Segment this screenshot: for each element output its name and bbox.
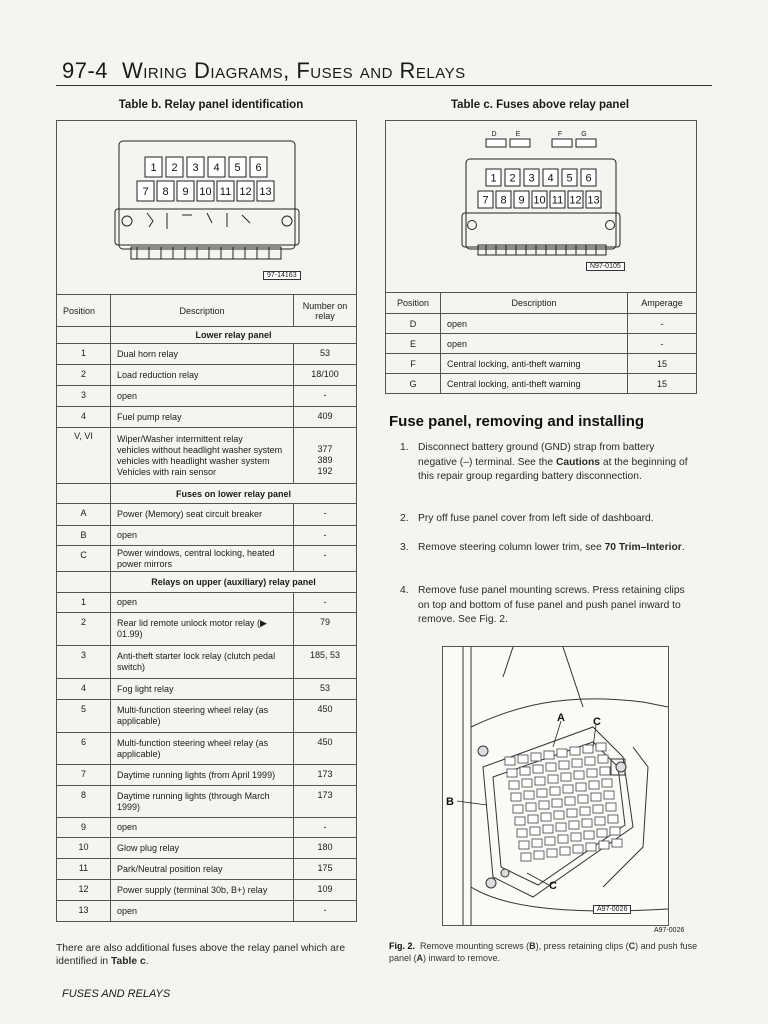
relay-slot-label: 5 xyxy=(234,162,241,174)
fuse-slot xyxy=(507,769,517,777)
fuse-slot xyxy=(558,835,568,843)
fuse-slot xyxy=(595,817,605,825)
fuse-slot xyxy=(557,749,567,757)
fuse-slot xyxy=(597,829,607,837)
col-position: Position xyxy=(386,293,441,314)
fuse-slot xyxy=(598,755,608,763)
fuse-letter: E xyxy=(515,131,521,138)
fuse-slot xyxy=(580,807,590,815)
table-row: D open - xyxy=(386,314,697,334)
relay-slot-label: 4 xyxy=(213,162,220,174)
fuses-above-relay-diagram xyxy=(385,120,697,292)
fuse-slot xyxy=(543,825,553,833)
table-row: 3 Anti-theft starter lock relay (clutch pedal switch) 185, 53 xyxy=(57,646,357,679)
label-c-bottom: C xyxy=(549,880,557,892)
fuse-slot xyxy=(602,779,612,787)
table-row: 4 Fog light relay 53 xyxy=(57,679,357,700)
fuse-slot xyxy=(596,743,606,751)
fuse-slot xyxy=(547,849,557,857)
fuse-slot xyxy=(599,841,609,849)
fuse-slot xyxy=(586,843,596,851)
fuse-slot xyxy=(521,853,531,861)
fuse-slot xyxy=(505,757,515,765)
relay-slot-label: 7 xyxy=(482,194,489,207)
fuse-slot xyxy=(554,811,564,819)
fuse-slot xyxy=(583,745,593,753)
relay-slot-label: 11 xyxy=(219,186,232,198)
table-row: 12 Power supply (terminal 30b, B+) relay 109 xyxy=(57,880,357,901)
relay-identification-table xyxy=(56,294,357,922)
fuse-slot xyxy=(587,769,597,777)
fuse-slot xyxy=(567,809,577,817)
fuse-slot xyxy=(537,789,547,797)
fuse-slot xyxy=(518,755,528,763)
relay-slot-label: 1 xyxy=(490,172,497,185)
fuse-slot xyxy=(573,845,583,853)
fuse-slot xyxy=(534,851,544,859)
fuse-slot xyxy=(528,815,538,823)
fuse-slot xyxy=(578,795,588,803)
page-title: Wiring Diagrams, Fuses and Relays xyxy=(122,58,466,83)
col-amperage: Amperage xyxy=(628,293,697,314)
instruction-step: 3. Remove steering column lower trim, see 70 Trim–Interior. xyxy=(400,542,685,553)
table-row: F Central locking, anti-theft warning 15 xyxy=(386,354,697,374)
relay-slot-label: 3 xyxy=(192,162,199,174)
col-position: Position xyxy=(57,295,111,327)
instruction-step: 1. Disconnect battery ground (GND) strap from battery negative (–) terminal. See the Cautions at the beginning of this repair group regarding battery disconnection. xyxy=(400,442,688,482)
fuse-letter: D xyxy=(491,131,497,138)
relay-slot-label: 8 xyxy=(500,194,507,207)
fuse-slot xyxy=(608,815,618,823)
section-fuses-lower: Fuses on lower relay panel xyxy=(111,484,357,504)
table-row: 13 open - xyxy=(57,901,357,922)
fuse-slot xyxy=(545,837,555,845)
table-row: 1 open - xyxy=(57,593,357,613)
table-row: C Power windows, central locking, heated power mirrors - xyxy=(57,546,357,572)
figure-code: 97-14163 xyxy=(263,271,301,280)
fuse-slot xyxy=(571,833,581,841)
fuse-slot xyxy=(563,785,573,793)
fuse-slot xyxy=(541,813,551,821)
table-row: 2 Rear lid remote unlock motor relay (▶ 01.99) 79 xyxy=(57,613,357,646)
table-row: 8 Daytime running lights (through March 1999) 173 xyxy=(57,786,357,818)
figure-code: A97-0026 xyxy=(654,927,685,934)
fuse-slot xyxy=(524,791,534,799)
fuse-slot xyxy=(519,841,529,849)
table-row: 4 Fuel pump relay 409 xyxy=(57,407,357,428)
table-row: 9 open - xyxy=(57,818,357,838)
fuse-slot xyxy=(517,829,527,837)
table-footnote: There are also additional fuses above the relay panel which are identified in Table c. xyxy=(56,943,346,967)
page-footer: FUSES AND RELAYS xyxy=(62,988,171,1000)
fuse-slot xyxy=(576,783,586,791)
relay-slot-label: 8 xyxy=(162,186,169,198)
relay-panel-diagram xyxy=(56,120,357,294)
section-lower-relay-panel: Lower relay panel xyxy=(111,327,357,344)
relay-slot-label: 13 xyxy=(587,194,600,207)
fuse-slot xyxy=(565,797,575,805)
relay-slot-label: 9 xyxy=(518,194,525,207)
fuse-slot xyxy=(513,805,523,813)
section-upper-relay-panel: Relays on upper (auxiliary) relay panel xyxy=(111,572,357,593)
page-number: 97-4 xyxy=(62,58,109,83)
table-row: A Power (Memory) seat circuit breaker - xyxy=(57,504,357,526)
fuse-slot xyxy=(515,817,525,825)
table-row: 1 Dual horn relay 53 xyxy=(57,344,357,365)
table-row: 11 Park/Neutral position relay 175 xyxy=(57,859,357,880)
table-row: 6 Multi-function steering wheel relay (as applicable) 450 xyxy=(57,733,357,765)
col-description: Description xyxy=(111,295,294,327)
fuse-slot xyxy=(585,757,595,765)
header-divider xyxy=(56,85,712,86)
relay-slot-label: 4 xyxy=(547,172,554,185)
table-c-caption: Table c. Fuses above relay panel xyxy=(450,99,630,111)
table-row: E open - xyxy=(386,334,697,354)
table-b-caption: Table b. Relay panel identification xyxy=(118,99,304,111)
relay-slot-label: 6 xyxy=(255,162,262,174)
col-description: Description xyxy=(441,293,628,314)
table-row: 2 Load reduction relay 18/100 xyxy=(57,365,357,386)
fuse-slot xyxy=(572,759,582,767)
relay-slot-label: 2 xyxy=(171,162,178,174)
table-row: 5 Multi-function steering wheel relay (as applicable) 450 xyxy=(57,700,357,733)
fuse-relay-drawing xyxy=(386,121,696,291)
fuse-slot xyxy=(604,791,614,799)
col-number: Number on relay xyxy=(294,295,357,327)
fuse-letter: F xyxy=(557,131,563,138)
table-row: G Central locking, anti-theft warning 15 xyxy=(386,374,697,394)
fuse-slot xyxy=(548,775,558,783)
fuse-slot xyxy=(509,781,519,789)
relay-slot-label: 6 xyxy=(585,172,592,185)
fuse-slot xyxy=(589,781,599,789)
fuse-slot xyxy=(522,779,532,787)
figure-code: A97-0026 xyxy=(593,905,631,914)
fuse-slot xyxy=(526,803,536,811)
fuse-panel-illustration xyxy=(442,646,669,926)
fuse-letter: G xyxy=(581,131,587,138)
relay-panel-drawing xyxy=(57,121,356,293)
fuse-slot xyxy=(569,821,579,829)
fuse-panel-drawing xyxy=(443,647,668,925)
relay-slot-label: 10 xyxy=(199,186,212,198)
fuse-slot xyxy=(544,751,554,759)
label-a: A xyxy=(557,712,565,724)
fuse-slot xyxy=(550,787,560,795)
table-row: 7 Daytime running lights (from April 1999) 173 xyxy=(57,765,357,786)
fuse-slot xyxy=(535,777,545,785)
fuse-slot xyxy=(552,799,562,807)
relay-slot-label: 2 xyxy=(509,172,516,185)
fuse-slot xyxy=(511,793,521,801)
fuse-slot xyxy=(532,839,542,847)
fuse-slot xyxy=(520,767,530,775)
fuse-slot xyxy=(556,823,566,831)
fuse-slot xyxy=(574,771,584,779)
relay-slot-label: 10 xyxy=(533,194,546,207)
fuse-slot xyxy=(559,761,569,769)
label-b: B xyxy=(446,796,454,808)
fuse-slot xyxy=(591,793,601,801)
fuse-slot xyxy=(606,803,616,811)
fuse-slot xyxy=(570,747,580,755)
table-row: B open - xyxy=(57,526,357,546)
relay-slot-label: 5 xyxy=(566,172,573,185)
fuse-slot xyxy=(584,831,594,839)
fuse-slot xyxy=(582,819,592,827)
relay-slot-label: 9 xyxy=(182,186,189,198)
figure-caption: Fig. 2. Remove mounting screws (B), press retaining clips (C) and push fuse panel (A) inward to remove. xyxy=(389,941,698,963)
fuse-slot xyxy=(593,805,603,813)
label-c-top: C xyxy=(593,716,601,728)
fuse-slot xyxy=(561,773,571,781)
fuse-slot xyxy=(531,753,541,761)
relay-slot-label: 11 xyxy=(551,194,564,207)
relay-slot-label: 12 xyxy=(569,194,582,207)
fuses-above-relay-table xyxy=(385,292,697,394)
table-row: 3 open - xyxy=(57,386,357,407)
instruction-step: 2. Pry off fuse panel cover from left side of dashboard. xyxy=(400,513,654,524)
relay-slot-label: 12 xyxy=(239,186,252,198)
fuse-slot xyxy=(600,767,610,775)
relay-slot-label: 7 xyxy=(142,186,149,198)
relay-slot-label: 13 xyxy=(259,186,272,198)
relay-slot-label: 1 xyxy=(150,162,157,174)
instruction-step: 4. Remove fuse panel mounting screws. Press retaining clips on top and bottom of fuse panel and push panel inward to remove. See Fig. 2. xyxy=(400,585,685,625)
table-row: V, VI Wiper/Washer intermittent relay vehicles without headlight washer system vehicles with headlight washer system Vehicles with rain sensor 377 389 192 xyxy=(57,428,357,484)
relay-slot-label: 3 xyxy=(528,172,535,185)
section-heading: Fuse panel, removing and installing xyxy=(389,413,645,430)
fuse-slot xyxy=(612,839,622,847)
table-row: 10 Glow plug relay 180 xyxy=(57,838,357,859)
fuse-slot xyxy=(560,847,570,855)
fuse-slot xyxy=(533,765,543,773)
fuse-slot xyxy=(546,763,556,771)
fuse-slot xyxy=(530,827,540,835)
figure-code: N97-0105 xyxy=(586,262,625,271)
fuse-slot xyxy=(539,801,549,809)
fuse-slot xyxy=(610,827,620,835)
